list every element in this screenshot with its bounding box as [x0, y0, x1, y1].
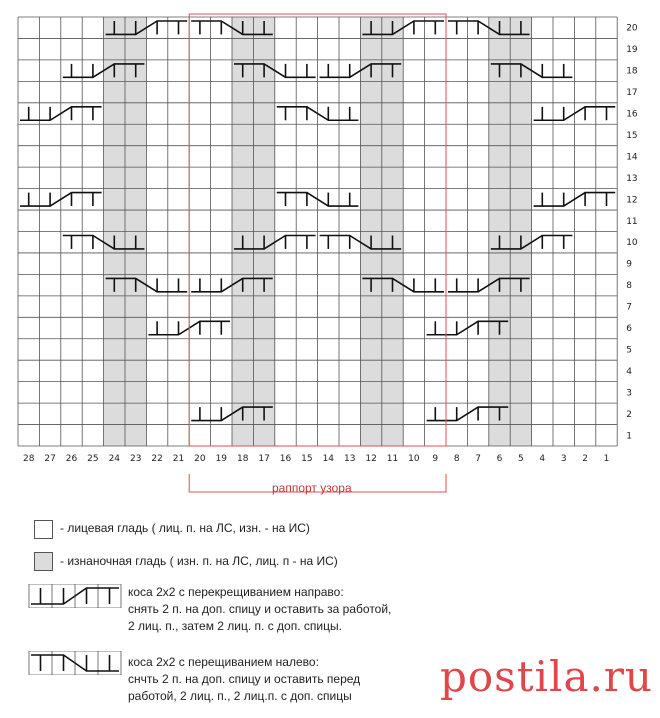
column-number: 26	[65, 454, 78, 464]
column-number: 11	[386, 454, 399, 464]
row-number: 16	[626, 109, 638, 120]
repeat-label: раппорт узора	[272, 481, 352, 495]
column-number: 10	[408, 454, 420, 464]
row-number: 15	[626, 130, 638, 141]
row-number: 12	[626, 195, 638, 206]
column-number: 19	[215, 454, 228, 464]
column-number: 16	[279, 454, 292, 464]
row-number: 8	[626, 281, 632, 292]
column-number: 1	[603, 454, 610, 464]
column-number: 3	[560, 454, 567, 464]
column-number: 15	[301, 454, 313, 464]
legend-cable-left-symbol	[28, 651, 124, 675]
column-number: 23	[129, 454, 142, 464]
row-number: 14	[626, 152, 638, 163]
legend-cable-left-line3: работой, 2 лиц. п., 2 лиц.п. с доп. спицы	[128, 689, 352, 703]
column-number: 24	[108, 454, 121, 464]
column-number: 6	[496, 454, 503, 464]
legend-cable-left-line2: снчть 2 п. на доп. спицу и оставить перед	[128, 672, 361, 686]
legend-knit-swatch	[34, 520, 53, 539]
row-number: 13	[626, 173, 638, 184]
row-number: 20	[626, 23, 638, 34]
legend-cable-left-line1: коса 2х2 с перещиванием налево:	[128, 655, 319, 669]
legend-cable-right-symbol	[28, 584, 124, 608]
column-number: 13	[343, 454, 356, 464]
column-number: 21	[172, 454, 185, 464]
watermark-logo: postila.ru	[440, 652, 653, 701]
row-number: 9	[626, 259, 632, 270]
legend-cable-right-line3: 2 лиц. п., затем 2 лиц. п. с доп. спицы.	[128, 619, 342, 633]
column-number: 18	[236, 454, 249, 464]
row-number: 19	[626, 45, 638, 56]
legend-purl-text: - изнаночная гладь ( изн. п. на ЛС, лиц. п - на ИС)	[60, 554, 338, 568]
legend-cable-right-line1: коса 2х2 с перекрещиванием направо:	[128, 585, 344, 599]
row-number: 7	[626, 302, 632, 313]
row-number: 4	[626, 366, 632, 377]
column-number: 22	[151, 454, 163, 464]
row-number: 17	[626, 88, 638, 99]
column-number: 7	[475, 454, 481, 464]
legend-cable-right-text	[128, 584, 391, 635]
column-number: 2	[582, 454, 588, 464]
column-number: 27	[44, 454, 56, 464]
column-number: 8	[453, 454, 460, 464]
legend-cable-left-text	[128, 654, 360, 705]
column-number: 14	[322, 454, 335, 464]
row-number: 5	[626, 345, 632, 356]
column-number: 12	[365, 454, 377, 464]
legend-knit-text: - лицевая гладь ( лиц. п. на ЛС, изн. - на ИС)	[60, 521, 310, 535]
row-number: 1	[626, 431, 632, 442]
row-number: 6	[626, 324, 632, 335]
row-number: 2	[626, 409, 632, 420]
row-number: 3	[626, 388, 632, 399]
column-number: 5	[518, 454, 524, 464]
column-number: 28	[22, 454, 35, 464]
row-number: 10	[626, 238, 638, 249]
column-number: 25	[87, 454, 99, 464]
legend-purl-swatch	[34, 552, 53, 571]
column-number: 17	[258, 454, 270, 464]
column-number: 20	[194, 454, 206, 464]
row-number: 18	[626, 66, 638, 77]
column-number: 9	[432, 454, 439, 464]
legend-cable-right-line2: снять 2 п. на доп. спицу и оставить за работой,	[128, 602, 392, 616]
column-number: 4	[539, 454, 546, 464]
row-number: 11	[626, 216, 638, 227]
